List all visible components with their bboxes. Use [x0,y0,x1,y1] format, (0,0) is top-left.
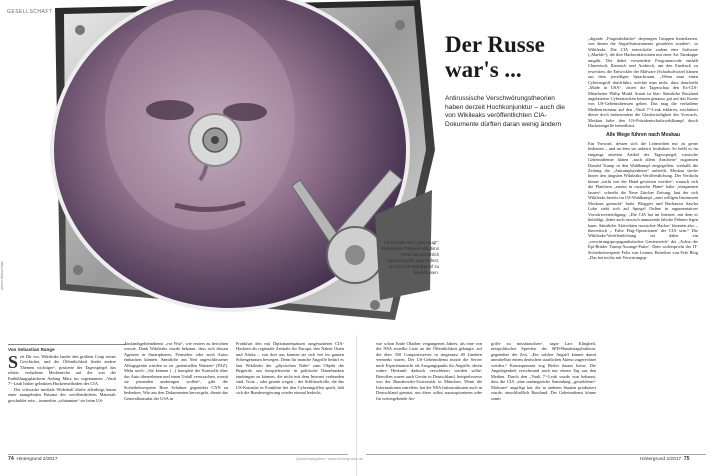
text-column-4: wie schon Ende Oktober vergangenen Jahres, als eine von der NSA erstellte Liste an die Öffentlichkeit gelangte, auf der über 350 Computerserver in insgesamt 49 Ländern vermerkt waren. Der US-Geheimdienst nutzte die Server nach Expertenansicht als Ausgangspunkt für Angriffe, deren wahre Herkunft dadurch verschleiert werden sollte. Betroffen waren auch Geräte in Deutschland, beispielsweise von der Bundeswehr-Universität in München, Wenn die Informationen zutreffen, hat die NSA Infrastrukturen auch in Deutschland genutzt, um diese selbst auszuspionieren oder für weitergehende An- [376,341,482,401]
paragraph-text: eit Dir vor, Wikileaks landet den größten Coup seiner Geschichte, und die Öffentlichkeit findet andere Themen wichtiger“, postierte der Tagesspiegel das relativ verhaltene Medienecho auf die von der Enthüllungsplattform Anfang März im sogenannten „Vault 7“-Leak bisher geleakten Hackermethoden des CIA. [8,354,116,387]
page-number-right: 75 [683,456,690,462]
paragraph: Ein Vorwurf, dessen sich die Leitmedien nur zu gerne bedienen – und an dem sie unbeirrt festhalten. So heißt es im eingangs zitierten Artikel des Tagesspiegel, russische Geheimdienste hätten „nach allem Anschein“ zugunsten Donald Trump in den Wahlkampf eingegriffen, weshalb die Zeitung die „Antrumpbyotheise“ aufstellt, Moskau stecke hinter den jüngsten Wikileaks-Veröffentlichung. Der Verdacht könne „nicht von der Hand gewiesen werden“, wonach sich die Plattform „erneut in russische Pläne“ habe „einspannen lassen“, schreibt die Neue Zürcher Zeitung, laut der sich Wikileaks bereits im US-Wahlkampf „zum willigen Instrument Moskaus gemacht“ hatte. Bloggerr und Buchautor Sascha Lobo sieht sich auf Spiegel Online in argumentativer Vorwärtsverteidigung: „Die CIA hat im Internet, mit dem es befiehlgt, daher auch russisch anmutende falsche Fährten legen kann. Sämtliche Aktivitäten russischer Hacker' könnten also – theoretisch – False Flag-Operationen' der CIA sein.“ Die Wikileaks-Veröffentlichung sei daher ein „verwirrungspropagandistischer Geniestreich“ der „Achse der Epi-Brüder Trump-Assange-Putin“. Dem widerspricht der IT-Sicherheitsexperte Felix von Leitner, Betreiber von Fefe Blog „Das hat nichts mit Verwirrungsp- [588,140,698,261]
paragraph [8,354,116,387]
photo-credit: picture alliance/dpa [0,261,4,290]
footer-rule-right [366,454,706,455]
article-teaser: Antirussische Verschwörungstheorien haben derzeit Hochkonjunktur – auch die von Wikileaks veröffentlichten CIA-Dokumente dürften daran wenig ändern [445,95,565,128]
section-label: GESELLSCHAFT [7,9,53,15]
footer-right [640,456,690,462]
photo-caption: US-Dienste sind „überzeugt“: Russlands Präsident Wladimir Putin hat persönlich Hackerangriffe angeordnet, um den US-Wahlkampf zu beeinflussen. [381,240,439,275]
paragraph: „digitale „Fingerabdrücke“ derjenigen Gruppen hinterlassen, von denen die Angriffsinstrumente gestohlen wurden“, so Wikileaks. Die CIA entwickelte zudem eine Software („Marble“), die ihre Hackeraktivitäten mit einer Art Tarnkappe umgibt. Der dabei verwendete Programmcode enthält Chinesisch, Russisch und Arabisch, um den Eindruck zu erwecken, die Entwickler der Malware (Schadsoftware) kämen aus dem jeweiligen Sprachraum. „Wenn man einen Cyberangriff durchführt, möchte man nicht, dass draufsteht „Made in USA“, zitiert die Tagesschau den Ex-CIA-Mitarbeiter Philip Mudd. Somit ist klar: Sämtliche Russland angelasteten Cyberattacken können genauso gut auf das Konto von US-Geheimdiensten gehen. Das mag die verhaltene Medienresonanz auf den „Vault 7“-Leak erklären, erschüttert dieser doch insbesondere die Glaubwürdigkeit des Vorwurfs, Moskau habe den US-Präsidentschaftswahlkampf durch Hackerangriffe beeinflusst. [588,36,698,129]
footer-left-title: Hintergrund 2/2017 [16,457,58,462]
drop-cap: S [8,352,19,372]
footer-left [8,456,58,462]
footer-right-title: Hintergrund 2/2017 [640,457,682,462]
hard-disk-photo [0,0,435,335]
paragraph: Der schwache mediale Widerhall dürfte allerdings kaum einer mangelnden Brisanz des veröffentlichten Materials geschuldet sein – immerhin „schäumten“ sie beim US- [8,386,116,403]
text-column-2: Auslandsgeheimdienst „vor Wut“, wie reuters zu berichten wusste. Dank Wikileaks wurde bekannt, dass sich dessen Agenten in Smartphones, Fernseher oder auch Autos einhacken können. Sämtliche aus Nett angeschlossener Alltagsgeräte würden so zu „potentiellen Wanzen“ (FAZ). Mehr noch: „Sie können (...) komplett die Kontrolle über das Auto übernehmen und einen Unfall verursachen, womit sie jemanden umbringen wollen“, gibt der Sicherheitsexperte Rose Schulner gegenüber CNN zu bedenken. Wie aus den Dokumenten hervorgeht, diente das Generalkonsulat der USA in [124,341,228,401]
byline: Von Sebastian Range [8,344,126,352]
footer-rule-left [8,454,348,455]
subheading: Alle Wege führen nach Moskau [606,131,680,138]
page-number-left: 74 [8,456,14,462]
footer-sources: Quellenangaben: www.hintergrund.de [296,456,363,461]
text-column-1 [8,354,116,403]
article-headline: Der Russe war's ... [445,32,545,82]
text-column-5: griffe zu missbrauchen“, sagte Lars Klingbeil, netzpolitischer Sprecher der SPD-Bundestagsfraktion, gegenüber der Zeit. „Ein solcher Angriff könnte damit unmittelbar einem deutschen staatlichen Akteur zugerechnet werden.“ Konsequenzen zog Berlin daraus keine. Die Angelegenheit verschwand nach nur einem Tag aus den Medien. Durch den „Vault 7“-Leak wurde nun bekannt, dass die CIA „eine umfangreiche Sammlung „gestohlener“ Malware“ angelegt hat, die in anderen Staaten produziert wurde, einschließlich Russland. Der Geheimdienst könne somit [491,341,596,401]
text-column-3: Frankfurt den mit Diplomatenpässen ausgestatteten CIA-Hackern als regionale Zentrale für Europa, den Nahen Osten und Afrika – von dort aus können sie sich frei im ganzen Schengenraum bewegen. Denn für manche Angriffe bedarf es laut Wikileaks der „physischen Nähe“ zum Objekt der Begierde, um beispielsweise in politische Datenbanken eindringen zu können, die nicht mit dem Internet verbunden sind. Trotz – oder gerade wegen – der Schlüsselrolle, die das US-Konsulat in Frankfurt bei den Cyberangriffen spielt, hält sich die Bundesregierung wieder einmal bedeckt, [236,341,344,396]
text-column-6 [588,36,698,261]
